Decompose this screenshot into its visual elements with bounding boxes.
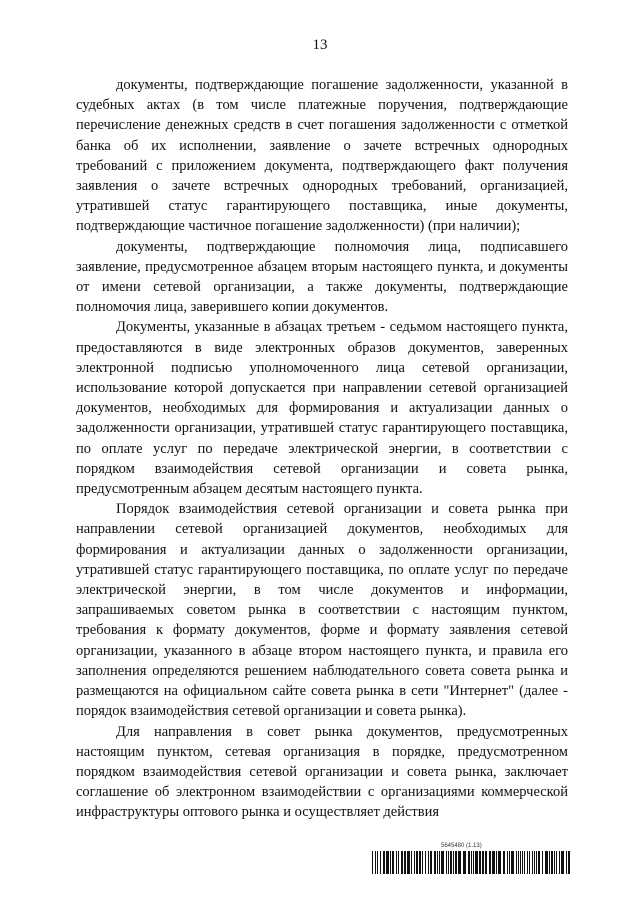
paragraph-3: Документы, указанные в абзацах третьем - седьмом настоящего пункта, предоставляются в виде электронных образов документов, заверенных электронной подписью уполномоченного лица сетевой организации, использование которой допускается при направлении сетевой организацией документов, необходимых для формирования и актуализации данных о задолженности организации, утратившей статус гарантирующего поставщика, по оплате услуг по передаче электрической энергии, в соответствии с порядком взаимодействия сетевой организации и совета рынка, предусмотренным абзацем десятым настоящего пункта. (76, 319, 568, 498)
document-code: 5645480 (1.13) (441, 843, 482, 849)
paragraph-1: документы, подтверждающие погашение задолженности, указанной в судебных актах (в том числе платежные поручения, подтверждающие перечисление денежных средств в счет погашения задолженности с отметкой банка об их исполнении, заявление о зачете встречных однородных требований с приложением документа, подтверждающего факт получения заявления о зачете встречных однородных требований, организацией, утратившей статус гарантирующего поставщика, иные документы, подтверждающие частичное погашение задолженности) (при наличии); (76, 77, 568, 235)
body-text (76, 75, 568, 823)
barcode-image (372, 851, 570, 874)
paragraph-2: документы, подтверждающие полномочия лица, подписавшего заявление, предусмотренное абзацем вторым настоящего пункта, и документы от имени сетевой организации, а также документы, подтверждающие полномочия лица, заверившего копии документов. (76, 238, 568, 316)
paragraph-4: Порядок взаимодействия сетевой организации и совета рынка при направлении сетевой организацией документов, необходимых для формирования и актуализации данных о задолженности организации, утратившей статус гарантирующего поставщика, по оплате услуг по передаче электрической энергии, в том числе документов и информации, запрашиваемых советом рынка в соответствии с настоящим пунктом, требования к формату документов, форме и формату заявления сетевой организации, указанного в абзаце втором настоящего пункта, и правила его заполнения определяются решением наблюдательного совета совета рынка и размещаются на официальном сайте совета рынка в сети "Интернет" (далее - порядок взаимодействия сетевой организации и совета рынка). (76, 501, 568, 720)
paragraph-5: Для направления в совет рынка документов, предусмотренных настоящим пунктом, сетевая организация в порядке, предусмотренном порядком взаимодействия сетевой организации и совета рынка, заключает соглашение об электронном взаимодействии с организациями коммерческой инфраструктуры оптового рынка и осуществляет действия (76, 723, 568, 821)
page-number: 13 (312, 37, 328, 53)
